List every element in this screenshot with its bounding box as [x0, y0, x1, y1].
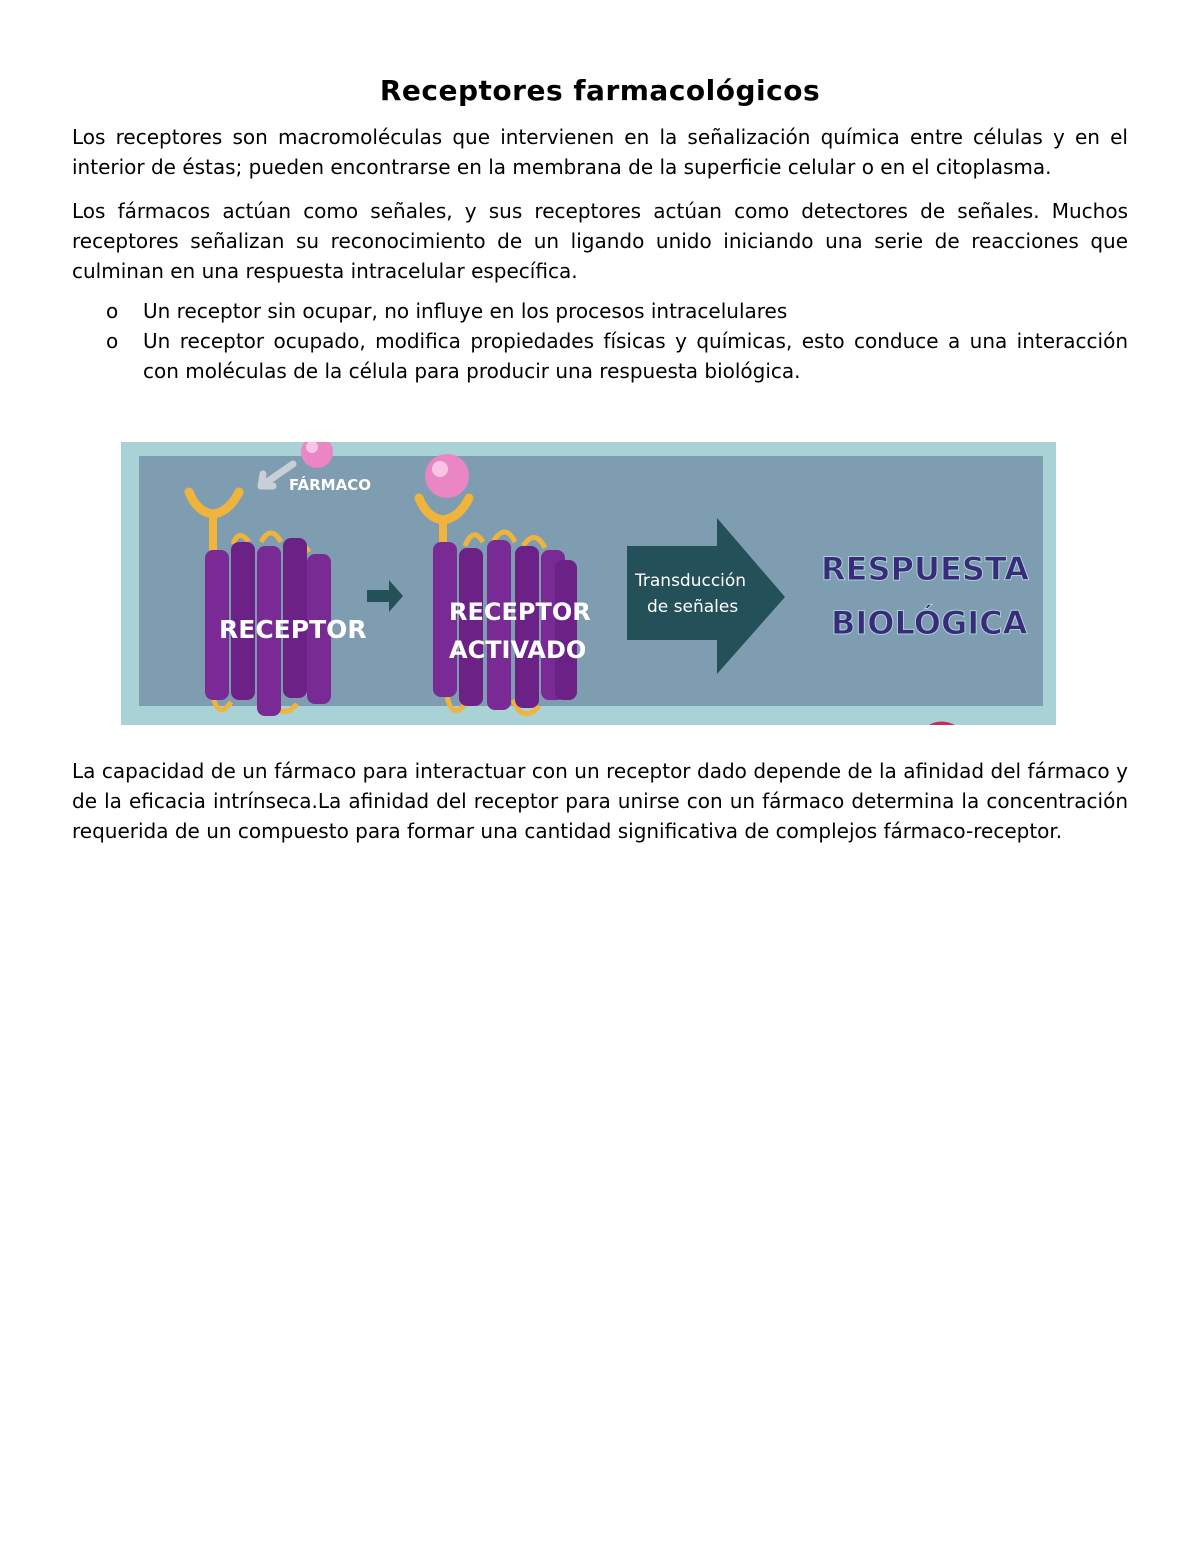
- transduction-line1: Transducción: [635, 571, 747, 591]
- paragraph-drugs-as-signals: Los fármacos actúan como señales, y sus receptores actúan como detectores de señales. Muchos receptores señalizan su reconocimiento de un ligando unido iniciando una serie de reacciones que culminan en una respuesta intracelular específica.: [72, 199, 1128, 283]
- list-item-text: Un receptor sin ocupar, no influye en los procesos intracelulares: [143, 299, 788, 323]
- receptor-label: RECEPTOR: [219, 615, 367, 644]
- bound-drug-highlight: [432, 461, 448, 477]
- bullet-marker: o: [106, 329, 119, 353]
- response-line1: RESPUESTA: [821, 550, 1029, 588]
- activated-label-line2: ACTIVADO: [449, 636, 587, 664]
- list-item: [72, 296, 1128, 326]
- bound-drug-icon: [425, 454, 469, 498]
- bullet-list: [72, 296, 1128, 386]
- list-item-text: Un receptor ocupado, modifica propiedades físicas y químicas, esto conduce a una interacción con moléculas de la célula para producir una respuesta biológica.: [143, 329, 1128, 383]
- drug-label: FÁRMACO: [289, 476, 371, 494]
- bullet-marker: o: [106, 299, 119, 323]
- list-item: [72, 326, 1128, 386]
- response-line2: BIOLÓGICA: [831, 604, 1028, 642]
- paragraph-affinity-efficacy: La capacidad de un fármaco para interactuar con un receptor dado depende de la afinidad del fármaco y de la eficacia intrínseca.La afinidad del receptor para unirse con un fármaco determina la concentración requerida de un compuesto para formar una cantidad significativa de complejos fármaco-receptor.: [72, 759, 1128, 843]
- activated-label-line1: RECEPTOR: [449, 598, 591, 626]
- paragraph-receptors-definition: Los receptores son macromoléculas que intervienen en la señalización química entre células y en el interior de éstas; pueden encontrarse en la membrana de la superficie celular o en el citoplasma.: [72, 125, 1128, 179]
- document-page: [72, 72, 1128, 386]
- receptor-activation-figure: [121, 442, 1056, 725]
- transduction-line2: de señales: [647, 597, 739, 617]
- page-title: Receptores farmacológicos: [379, 74, 821, 107]
